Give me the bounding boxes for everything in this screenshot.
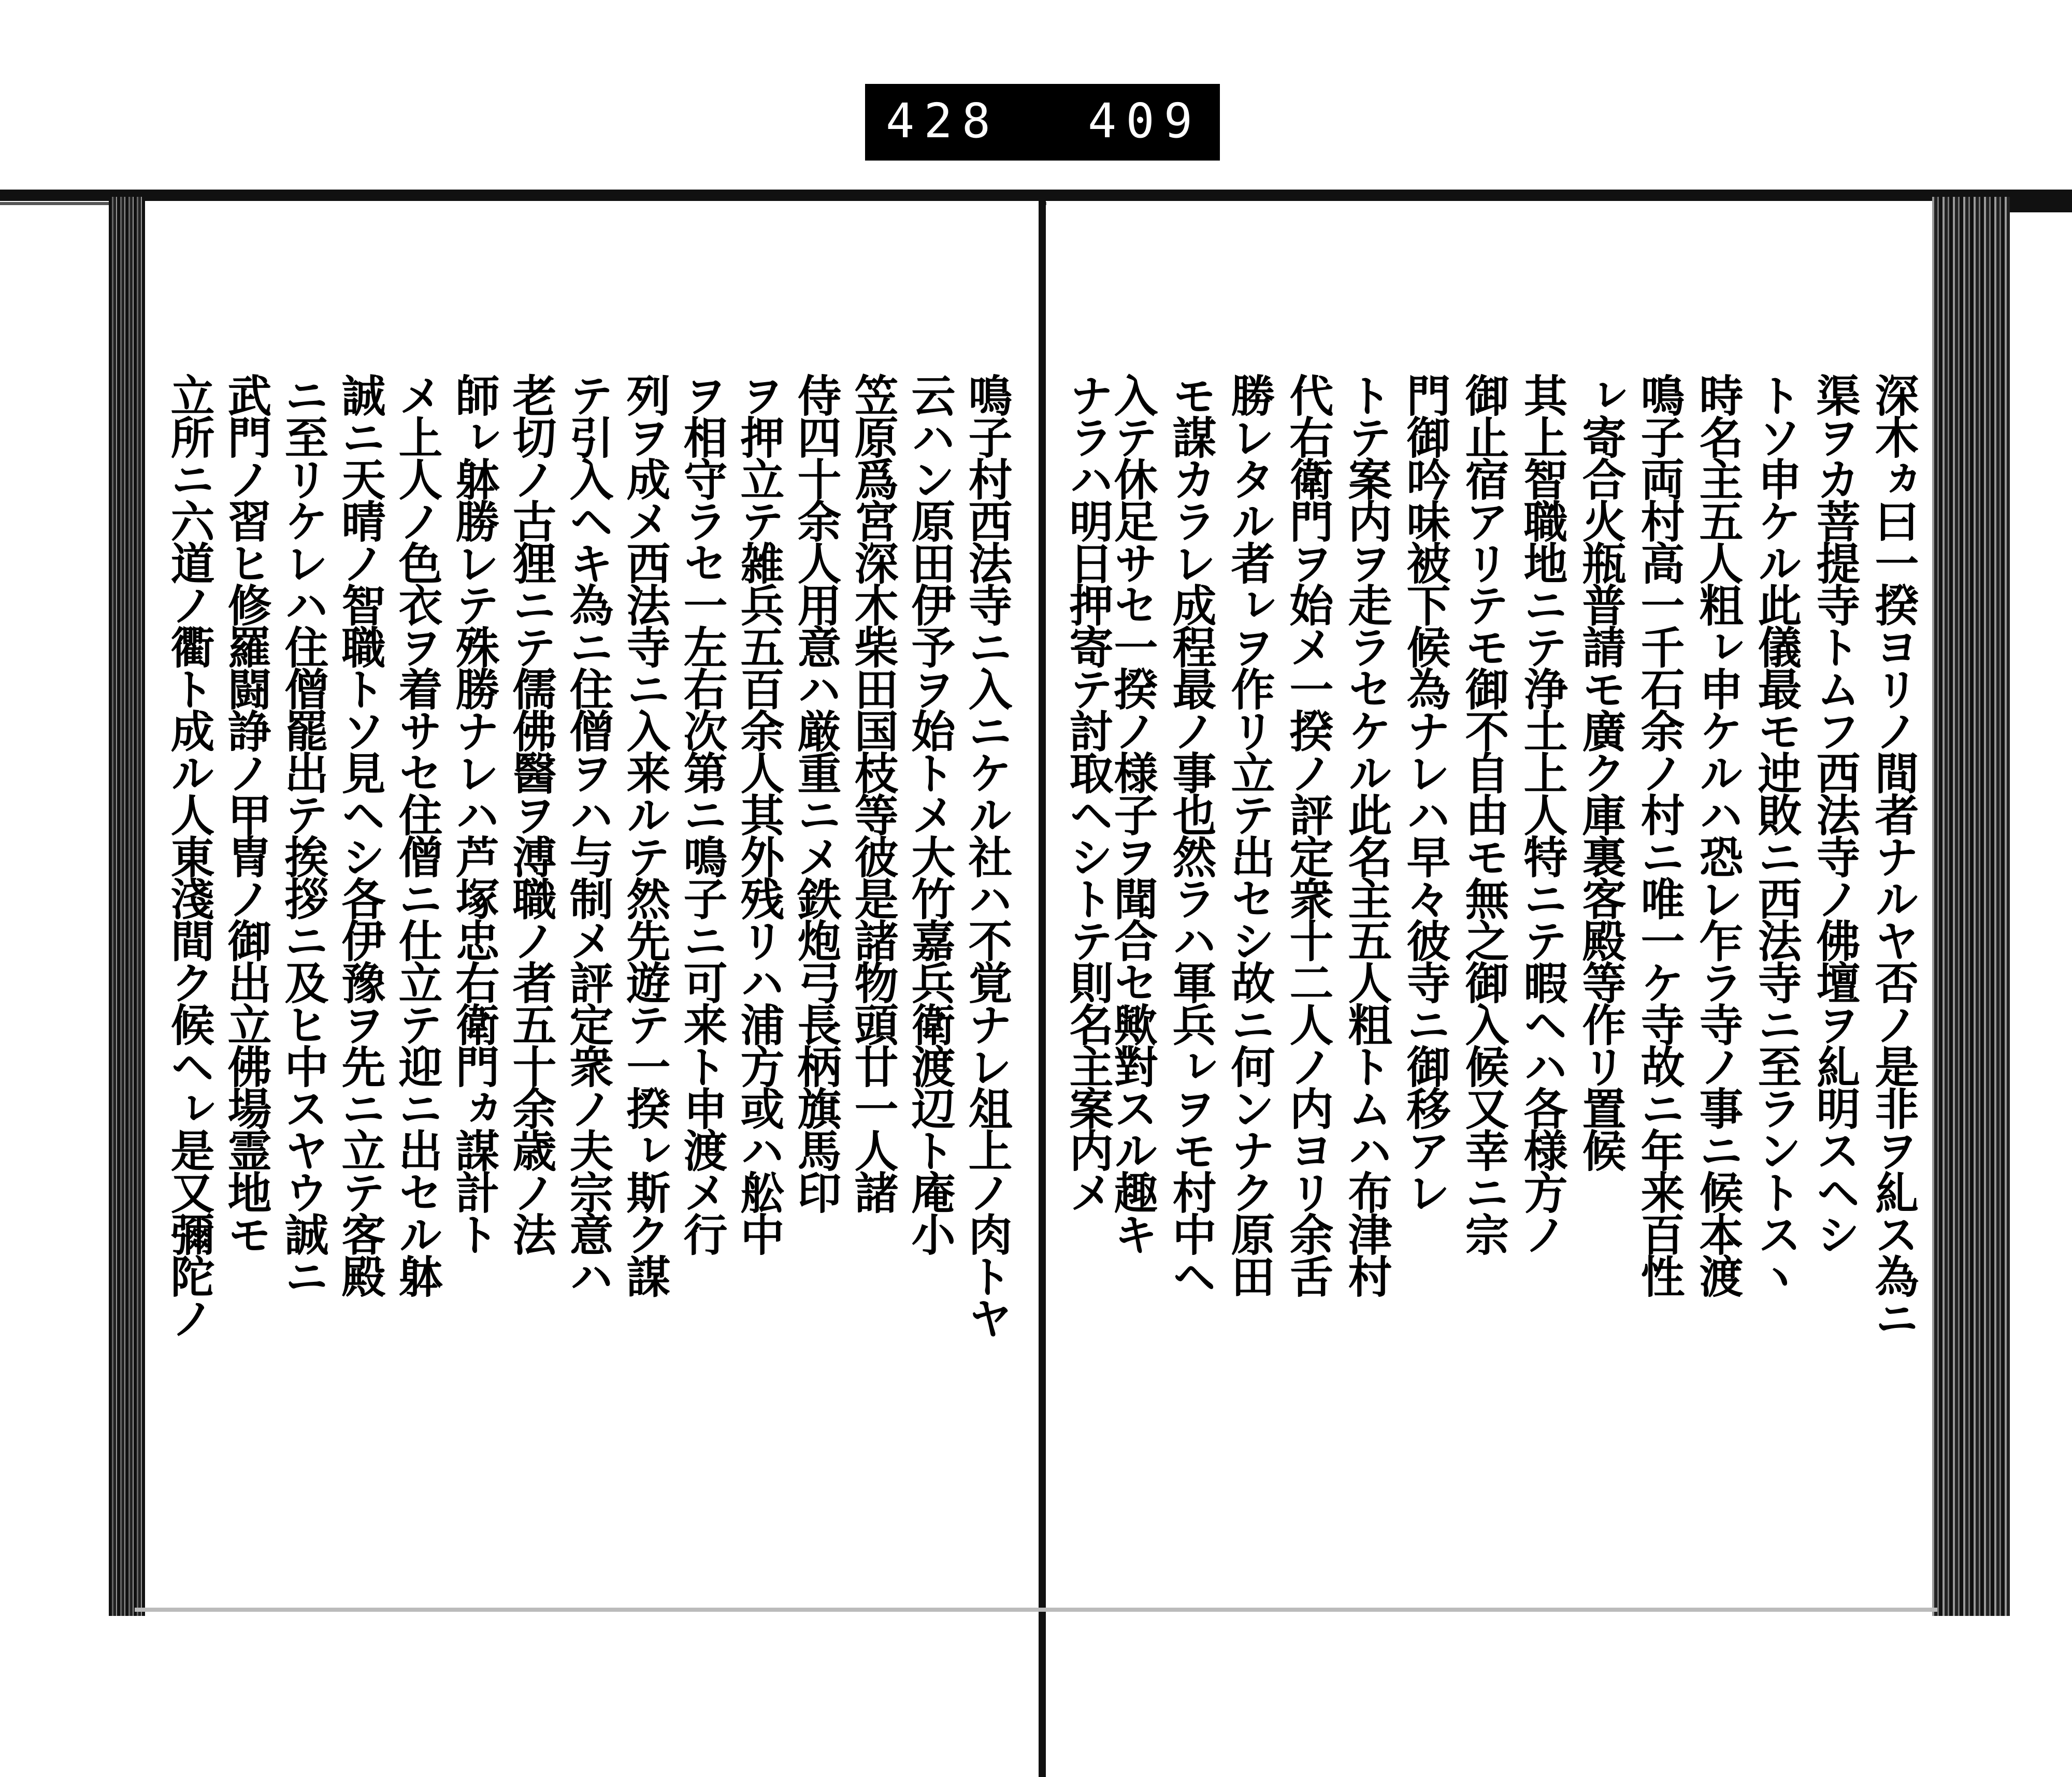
page-bottom-edge: [135, 1608, 1937, 1612]
right-page-column: 門御吟味被下候為ナレハ早々彼寺ニ御移アレ: [1399, 373, 1451, 1212]
right-page-column: ㇾ寄合火瓶普請モ廣ク庫裏客殿等作リ置候: [1575, 373, 1627, 1170]
left-page-column: メ上人ノ色衣ヲ着サセ住僧ニ仕立テ迎ニ出セル躰: [391, 373, 443, 1296]
frame-number-label: [865, 84, 1220, 161]
left-page-column: 侍四十余人用意ハ厳重ニメ鉄炮弓長柄旗馬印: [790, 373, 842, 1212]
right-page-column: モ謀カラレ成程最ノ事也然ラハ軍兵ㇾヲモ村中ヘ: [1165, 373, 1217, 1296]
left-page-column: 笠原爲宮深木柴田国枝等彼是諸物頭廿一人諸: [847, 373, 899, 1212]
book-edge-left: [109, 197, 145, 1616]
right-page-column: 其上智職地ニテ浄土上人特ニテ暇ヘハ各様方ノ: [1516, 373, 1568, 1254]
binding-tab: [1999, 190, 2072, 212]
book-edge-right: [1932, 197, 2010, 1616]
left-page-column: ニ至リケレハ住僧罷出テ挨拶ニ及ヒ中スヤウ誠ニ: [277, 373, 329, 1296]
left-page-column: テ引入ヘキ為ニ住僧ヲハ与制メ評定衆ノ夫宗意ハ: [562, 373, 614, 1296]
left-page-column: ヲ相守ラセ一左右次第ニ鳴子ニ可来ト申渡メ行: [676, 373, 728, 1254]
right-page-column: 入テ休足サセ一揆ノ様子ヲ聞合セ歟對スル趣キ: [1106, 373, 1158, 1254]
left-page-column: 老切ノ古狸ニテ儒佛醫ヲ溥職ノ者五十余歳ノ法: [505, 373, 557, 1254]
left-page-column: 誠ニ天晴ノ智職トソ見ヘシ各伊豫ヲ先ニ立テ客殿: [334, 373, 386, 1296]
right-page-column: 代右衛門ヲ始メ一揆ノ評定衆十二人ノ内ヨリ余舌: [1282, 373, 1334, 1296]
right-page-column: 御止宿アリテモ御不自由モ無之御入候又幸ニ宗: [1458, 373, 1509, 1254]
left-page-column: 列ヲ成メ西法寺ニ入来ルテ然先遊テ一揆ㇾ斯ク謀: [619, 373, 671, 1296]
right-page-column: 鳴子両村高一千石余ノ村ニ唯一ケ寺故ニ年来百性: [1633, 373, 1685, 1296]
right-page-column: 渠ヲカ菩提寺トムフ西法寺ノ佛壇ヲ糺明スヘシ: [1809, 373, 1861, 1254]
right-page-column: 深木ヵ曰一揆ヨリノ間者ナルヤ否ノ是非ヲ糺ス為ニ: [1867, 373, 1919, 1338]
right-page-column: トテ案内ヲ走ラセケル此名主五人粗トムハ布津村: [1341, 373, 1392, 1296]
right-page-column: トソ申ケル此儀最モ迚敗ニ西法寺ニ至ラントスヽ: [1750, 373, 1802, 1296]
frame-number-right: 409: [1088, 93, 1202, 149]
frame-number-left: 428: [886, 93, 1000, 149]
left-page-column: 師ㇾ躰勝レテ殊勝ナレハ芦塚忠右衛門ヵ謀計ト: [448, 373, 500, 1254]
left-page-column: 立所ニ六道ノ衢ト成ル人東淺間ク候ヘㇾ是又彌陀ノ: [163, 373, 215, 1338]
left-page-column: 鳴子村西法寺ニ入ニケル社ハ不覚ナレ俎上ノ肉トヤ: [961, 373, 1013, 1338]
binding-rule: [0, 190, 2072, 201]
right-page-column: 時名主五人粗ㇾ申ケルハ恐レ乍ラ寺ノ事ニ候本渡: [1692, 373, 1744, 1296]
right-page-column: 勝レタル者ㇾヲ作リ立テ出セシ故ニ何ンナク原田: [1224, 373, 1275, 1296]
left-page-column: ヲ押立テ雑兵五百余人其外残リハ浦方或ハ舩中: [733, 373, 785, 1254]
left-page-column: 云ハン原田伊予ヲ始トメ大竹嘉兵衛渡辺ト庵小: [904, 373, 956, 1254]
left-page-column: 武門ノ習ヒ修羅闘諍ノ甲冑ノ御出立佛場霊地モ: [220, 373, 272, 1254]
page-gutter: [1039, 197, 1046, 1777]
right-page-column: ナラハ明日押寄テ討取ヘシトテ則名主案内メ: [1062, 373, 1114, 1212]
